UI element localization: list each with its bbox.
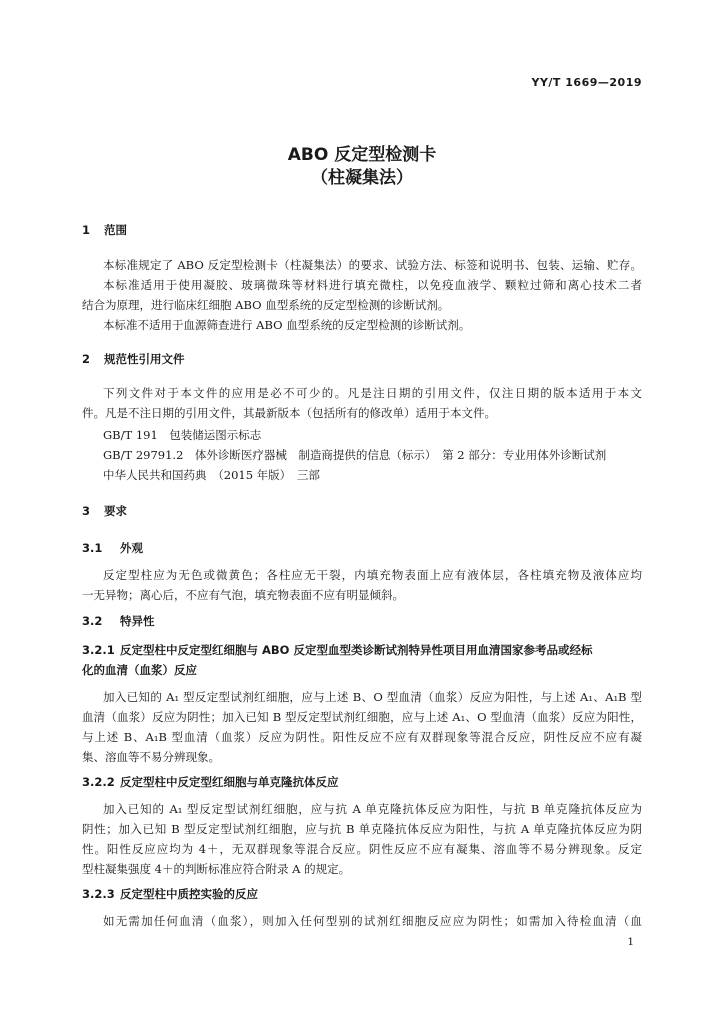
reference-item: 中华人民共和国药典 （2015 年版） 三部 xyxy=(103,468,320,482)
reference-item: GB/T 29791.2 体外诊断医疗器械 制造商提供的信息（标示） 第 2 部分：专业用体外诊断试剂 xyxy=(103,448,607,462)
section-heading-3-2: 3.2 特异性 xyxy=(82,614,155,628)
paragraph-line: 下列文件对于本文件的应用是必不可少的。凡是注日期的引用文件，仅注日期的版本适用于本文 xyxy=(103,386,642,400)
page-number: 1 xyxy=(627,936,634,948)
standard-code: YY/T 1669—2019 xyxy=(531,76,642,89)
document-title: ABO 反定型检测卡 xyxy=(287,145,437,165)
paragraph-line: 与上述 B、A₁B 型血清（血浆）反应为阴性。阳性反应不应有双群现象等混合反应，阴性反应不应有凝 xyxy=(82,730,642,744)
section-heading-3: 3 要求 xyxy=(82,504,127,518)
reference-item: GB/T 191 包装储运图示标志 xyxy=(103,428,262,442)
section-heading-3-2-3: 3.2.3 反定型柱中质控实验的反应 xyxy=(82,887,258,901)
section-heading-3-2-1: 3.2.1 反定型柱中反定型红细胞与 ABO 反定型血型类诊断试剂特异性项目用血清国家参考品或经标 xyxy=(82,643,593,657)
paragraph-line: 件。凡是不注日期的引用文件，其最新版本（包括所有的修改单）适用于本文件。 xyxy=(82,406,496,420)
section-heading-3-1: 3.1 外观 xyxy=(82,541,143,555)
paragraph-line: 阴性；加入已知 B 型反定型试剂红细胞，应与抗 B 单克隆抗体反应为阳性，与抗 A 单克隆抗体反应为阴 xyxy=(82,822,642,836)
document-subtitle: （柱凝集法） xyxy=(311,168,413,188)
paragraph-line: 集、溶血等不易分辨现象。 xyxy=(82,750,220,764)
paragraph-line: 结合为原理，进行临床红细胞 ABO 血型系统的反定型检测的诊断试剂。 xyxy=(82,298,450,312)
paragraph-line: 反定型柱应为无色或微黄色；各柱应无干裂，内填充物表面上应有液体层，各柱填充物及液体应均 xyxy=(103,568,642,582)
section-heading-2: 2 规范性引用文件 xyxy=(82,352,185,366)
paragraph-line: 本标准适用于使用凝胶、玻璃微珠等材料进行填充微柱，以免疫血液学、颗粒过筛和离心技术二者 xyxy=(103,278,642,292)
section-heading-3-2-2: 3.2.2 反定型柱中反定型红细胞与单克隆抗体反应 xyxy=(82,775,339,789)
paragraph-line: 本标准不适用于血源筛查进行 ABO 血型系统的反定型检测的诊断试剂。 xyxy=(103,318,471,332)
section-heading-1: 1 范围 xyxy=(82,223,127,237)
paragraph-line: 性。阳性反应应均为 4＋，无双群现象等混合反应。阴性反应不应有凝集、溶血等不易分辨现象。反定 xyxy=(82,842,642,856)
paragraph-line: 一无异物；离心后，不应有气泡，填充物表面不应有明显倾斜。 xyxy=(82,588,404,602)
paragraph-line: 加入已知的 A₁ 型反定型试剂红细胞，应与抗 A 单克隆抗体反应为阳性，与抗 B 单克隆抗体反应为 xyxy=(103,802,642,816)
paragraph-line: 加入已知的 A₁ 型反定型试剂红细胞，应与上述 B、O 型血清（血浆）反应为阳性，与上述 A₁、A₁B 型 xyxy=(103,690,642,704)
paragraph-line: 如无需加任何血清（血浆），则加入任何型别的试剂红细胞反应应为阴性；如需加入待检血清（血 xyxy=(103,914,642,928)
paragraph-line: 型柱凝集强度 4＋的判断标准应符合附录 A 的规定。 xyxy=(82,862,351,876)
paragraph-line: 血清（血浆）反应为阴性；加入已知 B 型反定型试剂红细胞，应与上述 A₁、O 型血清（血浆）反应为阳性， xyxy=(82,710,642,724)
section-heading-3-2-1-cont: 化的血清（血浆）反应 xyxy=(82,663,197,677)
paragraph-line: 本标准规定了 ABO 反定型检测卡（柱凝集法）的要求、试验方法、标签和说明书、包装、运输、贮存。 xyxy=(103,258,642,272)
